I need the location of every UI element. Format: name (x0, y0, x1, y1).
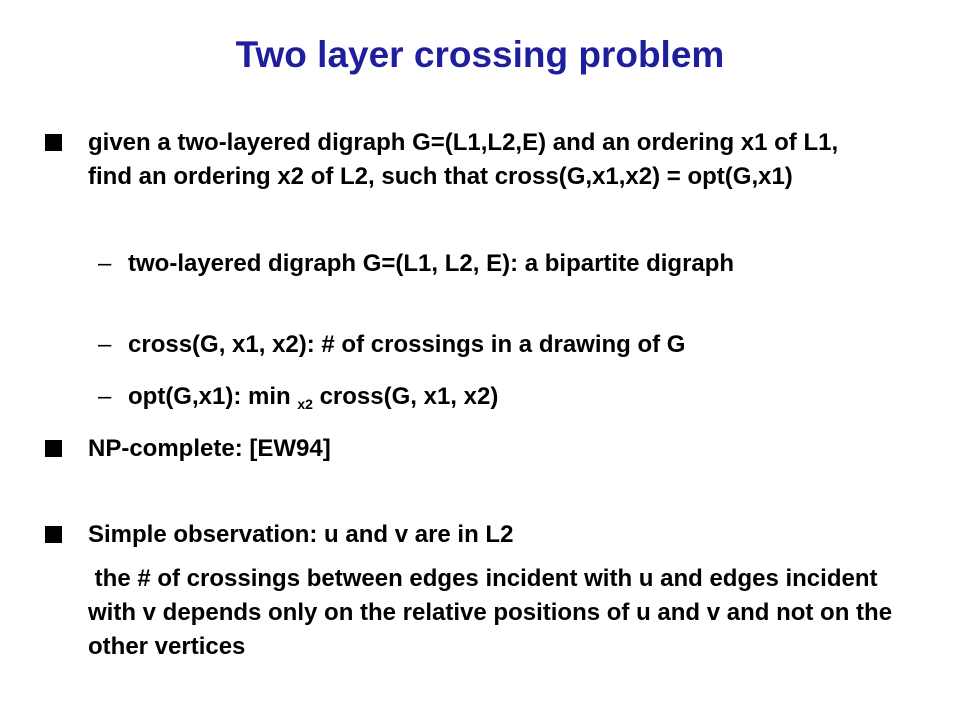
dash-marker: – (98, 250, 112, 277)
dash-marker: – (98, 331, 112, 358)
observation-detail: the # of crossings between edges incident with u and edges incident with v depends only on the relative positions of u and v and not on the other vertices (88, 565, 899, 660)
sub-item-text: two-layered digraph G=(L1, L2, E): a bipartite digraph (128, 250, 735, 277)
sub-item-text (128, 380, 908, 421)
subscript-x2: x2 (297, 396, 313, 412)
sub-item-text-post: cross(G, x1, x2) (312, 383, 499, 410)
square-bullet-icon (45, 134, 62, 151)
dash-marker: – (98, 383, 112, 410)
bullet-text: given a two-layered digraph G=(L1,L2,E) and an ordering x1 of L1, find an ordering x2 of L2, such that cross(G,x1,x2) = opt(G,x1) (88, 129, 839, 190)
sub-item-text-pre: opt(G,x1): min (128, 383, 298, 410)
square-bullet-icon (45, 526, 62, 543)
slide-title: Two layer crossing problem (235, 34, 725, 75)
sub-item-text: cross(G, x1, x2): # of crossings in a drawing of G (128, 331, 686, 358)
square-bullet-icon (45, 440, 62, 457)
bullet-text: NP-complete: [EW94] (88, 435, 331, 462)
bullet-text: Simple observation: u and v are in L2 (88, 521, 514, 548)
